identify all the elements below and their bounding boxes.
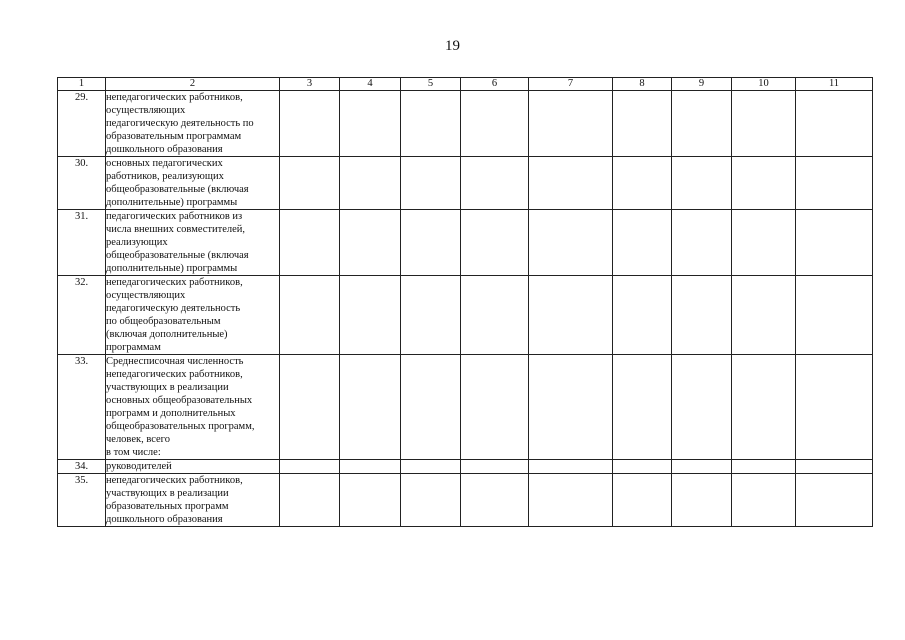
table-row	[58, 157, 873, 210]
value-cell-col-10[interactable]	[732, 210, 796, 276]
value-cell-col-6[interactable]	[461, 91, 529, 157]
value-cell-col-5[interactable]	[401, 474, 461, 527]
value-cell-col-11[interactable]	[796, 355, 873, 460]
header-row	[58, 78, 873, 91]
value-cell-col-8[interactable]	[613, 460, 672, 474]
table-row	[58, 276, 873, 355]
row-number: 31.	[58, 210, 106, 276]
value-cell-col-5[interactable]	[401, 355, 461, 460]
value-cell-col-3[interactable]	[280, 157, 340, 210]
value-cell-col-4[interactable]	[340, 474, 401, 527]
value-cell-col-8[interactable]	[613, 474, 672, 527]
row-number: 33.	[58, 355, 106, 460]
value-cell-col-10[interactable]	[732, 355, 796, 460]
page-number: 19	[445, 38, 460, 54]
row-label: основных педагогических работников, реализующих общеобразовательные (включая дополнительные) программы	[106, 157, 280, 210]
value-cell-col-7[interactable]	[529, 474, 613, 527]
value-cell-col-4[interactable]	[340, 210, 401, 276]
column-header-1: 1	[58, 78, 106, 91]
data-table	[57, 77, 873, 527]
column-header-11: 11	[796, 78, 873, 91]
row-label: Среднесписочная численность непедагогических работников, участвующих в реализации основных общеобразовательных программ и дополнительных общеобразовательных программ, человек, всего в том числе:	[106, 355, 280, 460]
value-cell-col-8[interactable]	[613, 91, 672, 157]
value-cell-col-7[interactable]	[529, 91, 613, 157]
value-cell-col-11[interactable]	[796, 157, 873, 210]
value-cell-col-10[interactable]	[732, 91, 796, 157]
table-row	[58, 355, 873, 460]
value-cell-col-5[interactable]	[401, 91, 461, 157]
value-cell-col-5[interactable]	[401, 157, 461, 210]
row-label: руководителей	[106, 460, 280, 474]
column-header-6: 6	[461, 78, 529, 91]
value-cell-col-5[interactable]	[401, 276, 461, 355]
table-body	[58, 91, 873, 527]
table-row	[58, 474, 873, 527]
table-row	[58, 460, 873, 474]
value-cell-col-8[interactable]	[613, 210, 672, 276]
value-cell-col-6[interactable]	[461, 474, 529, 527]
value-cell-col-8[interactable]	[613, 276, 672, 355]
column-header-8: 8	[613, 78, 672, 91]
value-cell-col-9[interactable]	[672, 210, 732, 276]
value-cell-col-9[interactable]	[672, 276, 732, 355]
value-cell-col-4[interactable]	[340, 91, 401, 157]
value-cell-col-3[interactable]	[280, 91, 340, 157]
value-cell-col-9[interactable]	[672, 474, 732, 527]
value-cell-col-4[interactable]	[340, 460, 401, 474]
row-label: непедагогических работников, осуществляющих педагогическую деятельность по общеобразовательным (включая дополнительные) программам	[106, 276, 280, 355]
value-cell-col-7[interactable]	[529, 460, 613, 474]
column-header-3: 3	[280, 78, 340, 91]
row-number: 34.	[58, 460, 106, 474]
column-header-9: 9	[672, 78, 732, 91]
value-cell-col-9[interactable]	[672, 91, 732, 157]
row-number: 32.	[58, 276, 106, 355]
table-row	[58, 91, 873, 157]
value-cell-col-11[interactable]	[796, 276, 873, 355]
value-cell-col-5[interactable]	[401, 460, 461, 474]
value-cell-col-7[interactable]	[529, 276, 613, 355]
value-cell-col-3[interactable]	[280, 474, 340, 527]
column-header-7: 7	[529, 78, 613, 91]
column-header-2: 2	[106, 78, 280, 91]
value-cell-col-8[interactable]	[613, 355, 672, 460]
value-cell-col-10[interactable]	[732, 474, 796, 527]
value-cell-col-6[interactable]	[461, 460, 529, 474]
value-cell-col-6[interactable]	[461, 276, 529, 355]
row-label: педагогических работников из числа внешних совместителей, реализующих общеобразовательные (включая дополнительные) программы	[106, 210, 280, 276]
value-cell-col-10[interactable]	[732, 157, 796, 210]
row-number: 30.	[58, 157, 106, 210]
row-number: 35.	[58, 474, 106, 527]
value-cell-col-5[interactable]	[401, 210, 461, 276]
value-cell-col-3[interactable]	[280, 210, 340, 276]
value-cell-col-11[interactable]	[796, 210, 873, 276]
value-cell-col-4[interactable]	[340, 355, 401, 460]
value-cell-col-11[interactable]	[796, 91, 873, 157]
row-label: непедагогических работников, осуществляющих педагогическую деятельность по образовательным программам дошкольного образования	[106, 91, 280, 157]
value-cell-col-3[interactable]	[280, 460, 340, 474]
row-label: непедагогических работников, участвующих в реализации образовательных программ дошкольного образования	[106, 474, 280, 527]
value-cell-col-9[interactable]	[672, 355, 732, 460]
value-cell-col-10[interactable]	[732, 276, 796, 355]
value-cell-col-3[interactable]	[280, 355, 340, 460]
value-cell-col-8[interactable]	[613, 157, 672, 210]
value-cell-col-9[interactable]	[672, 157, 732, 210]
table-header	[58, 78, 873, 91]
table-row	[58, 210, 873, 276]
value-cell-col-6[interactable]	[461, 355, 529, 460]
value-cell-col-11[interactable]	[796, 474, 873, 527]
row-number: 29.	[58, 91, 106, 157]
value-cell-col-6[interactable]	[461, 157, 529, 210]
column-header-5: 5	[401, 78, 461, 91]
value-cell-col-10[interactable]	[732, 460, 796, 474]
value-cell-col-7[interactable]	[529, 157, 613, 210]
value-cell-col-7[interactable]	[529, 210, 613, 276]
value-cell-col-4[interactable]	[340, 276, 401, 355]
value-cell-col-4[interactable]	[340, 157, 401, 210]
column-header-10: 10	[732, 78, 796, 91]
value-cell-col-7[interactable]	[529, 355, 613, 460]
value-cell-col-6[interactable]	[461, 210, 529, 276]
value-cell-col-9[interactable]	[672, 460, 732, 474]
column-header-4: 4	[340, 78, 401, 91]
value-cell-col-11[interactable]	[796, 460, 873, 474]
value-cell-col-3[interactable]	[280, 276, 340, 355]
